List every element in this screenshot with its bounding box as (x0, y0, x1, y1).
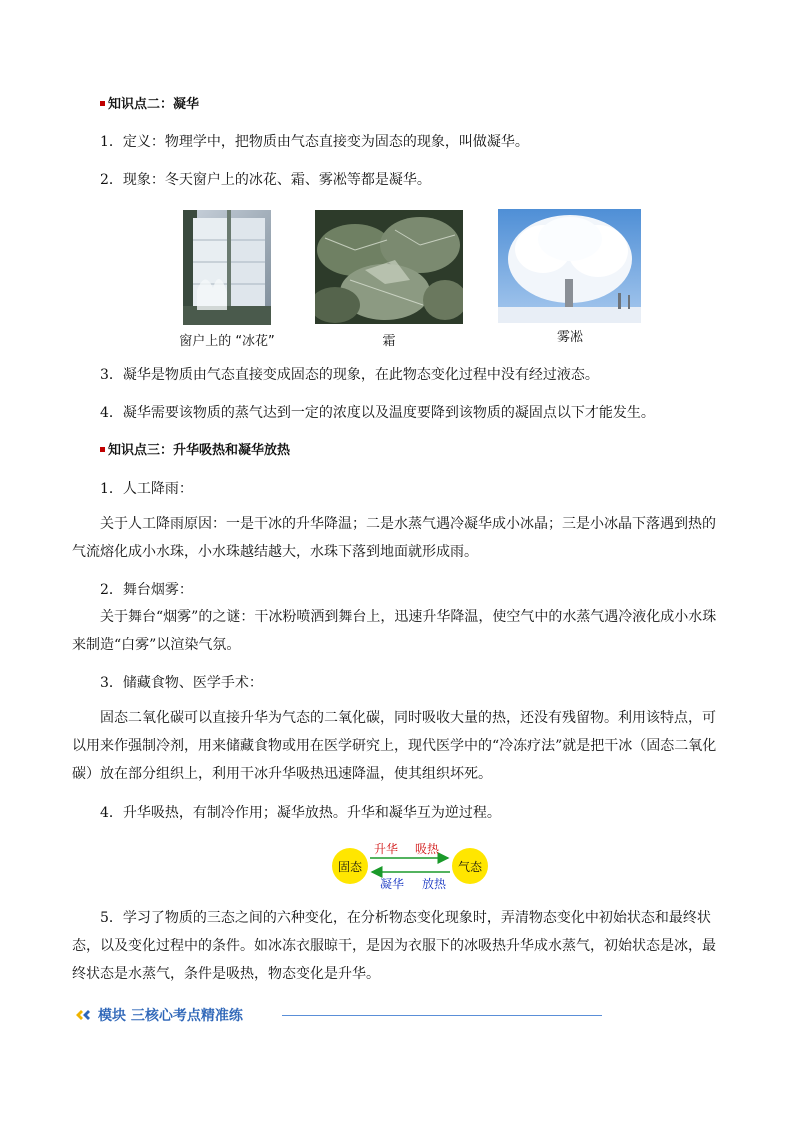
caption-frost: 霜 (382, 334, 396, 349)
absorb-heat-label: 吸热 (414, 842, 440, 856)
section-heading-2 (100, 95, 199, 115)
caption-ice-flower: 窗户上的 “冰花” (179, 334, 275, 349)
rime-image (498, 209, 641, 323)
window-ice-flower-image (183, 210, 271, 325)
section-heading-3 (100, 441, 290, 461)
deposition-label: 凝华 (379, 877, 405, 891)
item-storage-title: 3．储藏食物、医学手术： (100, 675, 263, 691)
caption-rime: 雾凇 (556, 330, 583, 345)
item-analysis-body: 5．学习了物质的三态之间的六种变化，在分析物态变化现象时，弄清物态变化中初始状态和最终状态，以及变化过程中的条件。如冰冻衣服晾干，是因为衣服下的冰吸热升华成水蒸气，初始状态是冰，最终状态是水蒸气，条件是吸热，物态变化是升华。 (72, 910, 716, 982)
double-chevron-icon (74, 1006, 94, 1024)
module-banner (74, 1004, 604, 1026)
paragraph-phenomenon: 2．现象：冬天窗户上的冰花、霜、雾凇等都是凝华。 (100, 172, 431, 188)
module-divider (282, 1015, 602, 1016)
paragraph-definition: 1．定义：物理学中，把物质由气态直接变为固态的现象，叫做凝华。 (100, 134, 529, 150)
paragraph-deposition-definition: 3．凝华是物质由气态直接变成固态的现象，在此物态变化过程中没有经过液态。 (100, 367, 599, 383)
release-heat-label: 放热 (421, 877, 447, 891)
paragraph-deposition-condition: 4．凝华需要该物质的蒸气达到一定的浓度以及温度要降到该物质的凝固点以下才能发生。 (100, 405, 655, 421)
item-summary: 4．升华吸热，有制冷作用；凝华放热。升华和凝华互为逆过程。 (100, 805, 501, 821)
gas-label: 气态 (457, 860, 483, 874)
bullet-icon (100, 101, 105, 106)
item-stage-smoke-title: 2．舞台烟雾： (100, 582, 193, 598)
sublimation-label: 升华 (373, 842, 399, 856)
item-stage-smoke-body: 关于舞台“烟雾”的之谜：干冰粉喷洒到舞台上，迅速升华降温，使空气中的水蒸气遇冷液化成小水珠来制造“白雾”以渲染气氛。 (72, 609, 717, 653)
heading-text: 知识点二：凝华 (108, 97, 200, 112)
item-storage-body: 固态二氧化碳可以直接升华为气态的二氧化碳，同时吸收大量的热，还没有残留物。利用该特点，可以用来作强制冷剂，用来储藏食物或用在医学研究上，现代医学中的“冷冻疗法”就是把干冰（固态二氧化碳）放在部分组织上，利用干冰升华吸热迅速降温，使其组织坏死。 (72, 710, 717, 782)
frost-image (315, 210, 463, 324)
sublimation-deposition-diagram (330, 838, 490, 894)
solid-label: 固态 (337, 860, 363, 874)
heading-text: 知识点三：升华吸热和凝华放热 (108, 443, 291, 458)
item-artificial-rain-title: 1．人工降雨： (100, 481, 193, 497)
bullet-icon (100, 447, 105, 452)
item-artificial-rain-body: 关于人工降雨原因：一是干冰的升华降温；二是水蒸气遇冷凝华成小冰晶；三是小冰晶下落遇到热的气流熔化成小水珠，小水珠越结越大，水珠下落到地面就形成雨。 (72, 516, 716, 560)
module-title: 模块 三核心考点精准练 (98, 1008, 243, 1024)
